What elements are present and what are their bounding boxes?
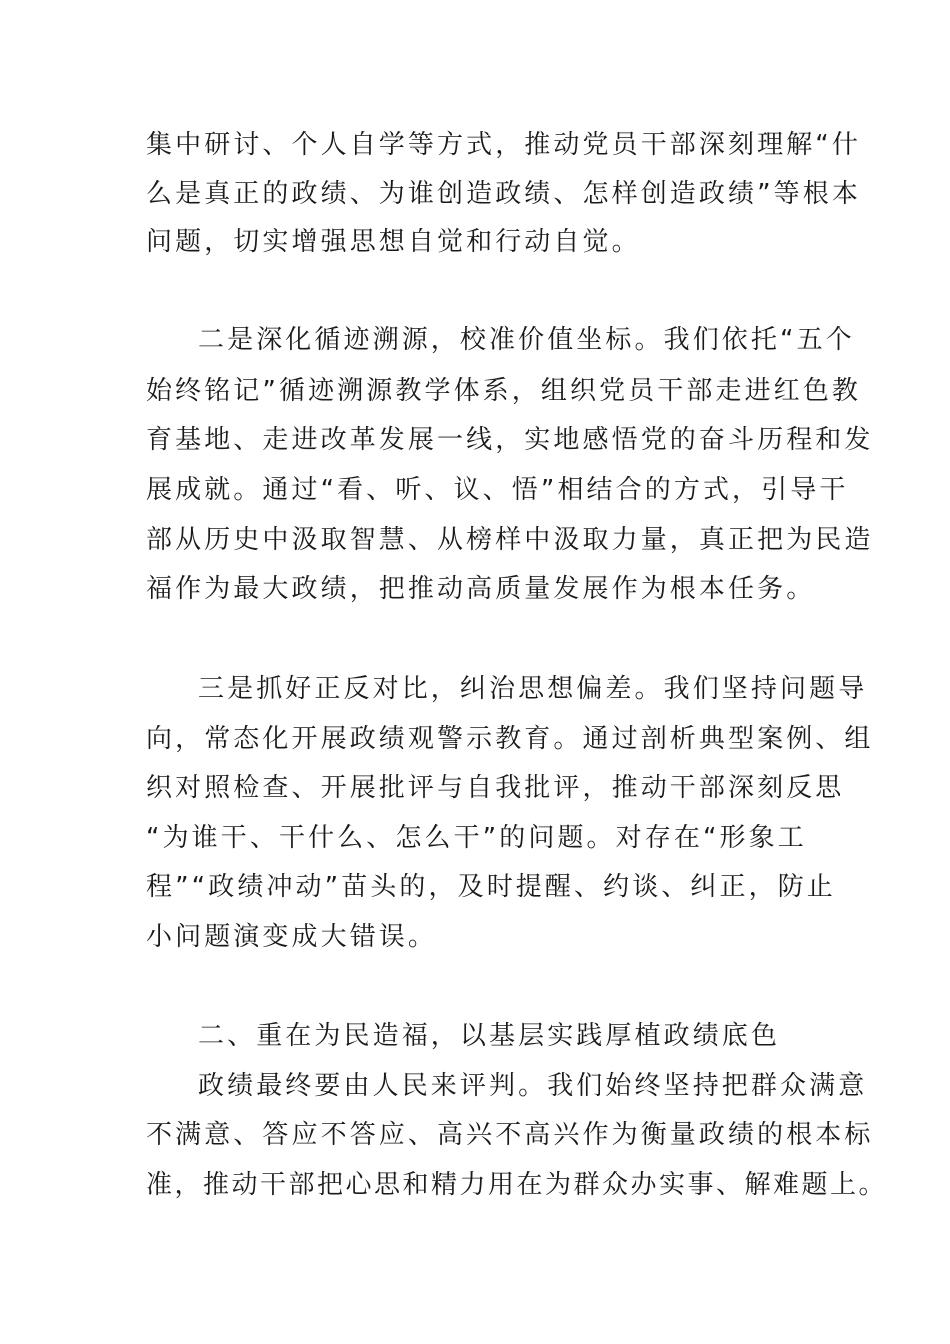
paragraph-1-line-1: 集中研讨、个人自学等方式，推动党员干部深刻理解“什 (146, 130, 861, 160)
section-heading: 二、重在为民造福，以基层实践厚植政绩底色 (198, 1021, 781, 1051)
paragraph-3-line-3: 织对照检查、开展批评与自我批评，推动干部深刻反思 (146, 773, 845, 803)
paragraph-3-line-6: 小问题演变成大错误。 (146, 922, 438, 952)
paragraph-2-line-5: 部从历史中汲取智慧、从榜样中汲取力量，真正把为民造 (146, 525, 874, 555)
paragraph-2-line-4: 展成就。通过“看、听、议、悟”相结合的方式，引导干 (146, 475, 849, 505)
paragraph-4-line-1: 政绩最终要由人民来评判。我们始终坚持把群众满意 (198, 1071, 868, 1101)
paragraph-3-line-4: “为谁干、干什么、怎么干”的问题。对存在“形象工 (146, 823, 807, 853)
paragraph-4-line-3: 准，推动干部把心思和精力用在为群众办实事、解难题上。 (146, 1170, 888, 1200)
paragraph-1-line-2: 么是真正的政绩、为谁创造政绩、怎样创造政绩”等根本 (146, 179, 861, 209)
paragraph-3-line-5: 程”“政绩冲动”苗头的，及时提醒、约谈、纠正，防止 (146, 872, 836, 902)
paragraph-2-line-1: 二是深化循迹溯源，校准价值坐标。我们依托“五个 (198, 325, 855, 355)
paragraph-4-line-2: 不满意、答应不答应、高兴不高兴作为衡量政绩的根本标 (146, 1120, 874, 1150)
paragraph-2-line-2: 始终铭记”循迹溯源教学体系，组织党员干部走进红色教 (146, 376, 861, 406)
paragraph-3-line-2: 向，常态化开展政绩观警示教育。通过剖析典型案例、组 (146, 724, 874, 754)
paragraph-2-line-6: 福作为最大政绩，把推动高质量发展作为根本任务。 (146, 574, 816, 604)
paragraph-2-line-3: 育基地、走进改革发展一线，实地感悟党的奋斗历程和发 (146, 425, 874, 455)
paragraph-3-line-1: 三是抓好正反对比，纠治思想偏差。我们坚持问题导 (198, 674, 868, 704)
paragraph-1-line-3: 问题，切实增强思想自觉和行动自觉。 (146, 227, 641, 257)
